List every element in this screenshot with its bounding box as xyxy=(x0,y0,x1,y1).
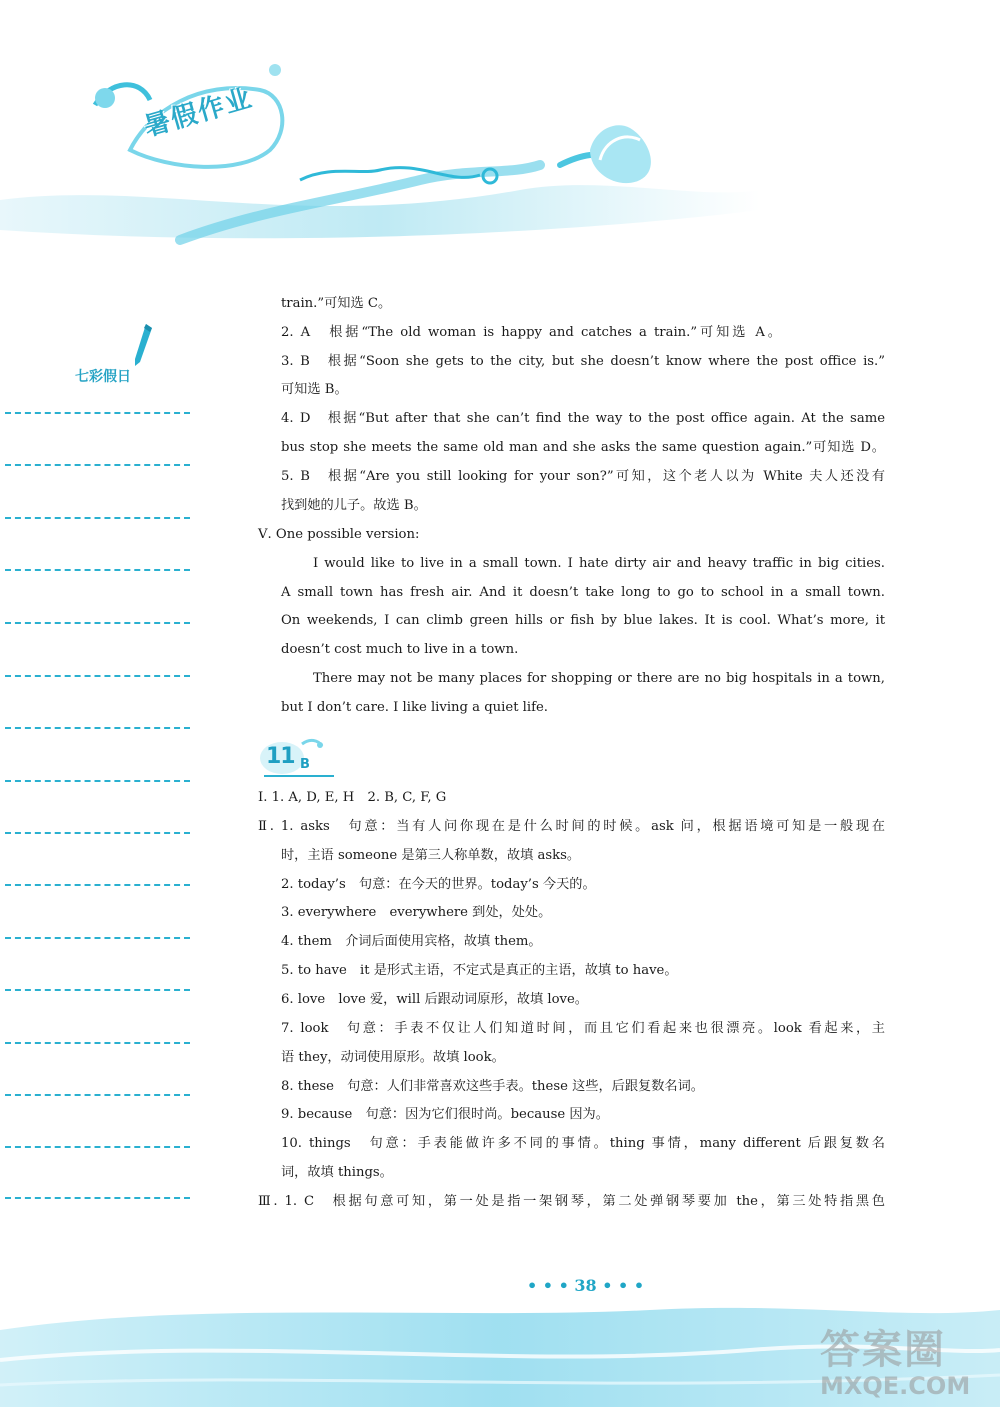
text-line: 3. B 根据“Soon she gets to the city, but she doesn’t know where the post office is.” xyxy=(281,354,885,369)
watermark-url: MXQE.COM xyxy=(820,1372,971,1400)
text-line: 2. A 根据“The old woman is happy and catches a train.”可知选 A。 xyxy=(281,325,781,340)
note-line xyxy=(5,989,190,991)
note-line xyxy=(5,569,190,571)
note-line xyxy=(5,832,190,834)
text-line: 9. because 句意：因为它们很时尚。because 因为。 xyxy=(281,1107,609,1122)
note-line xyxy=(5,1197,190,1199)
note-line xyxy=(5,1094,190,1096)
text-line: 6. love love 爱，will 后跟动词原形，故填 love。 xyxy=(281,992,588,1007)
text-line: 7. look 句意：手表不仅让人们知道时间，而且它们看起来也很漂亮。look 看起来，主 xyxy=(281,1021,885,1036)
text-line: A small town has fresh air. And it doesn’t take long to go to school in a small town. xyxy=(281,585,885,600)
watermark: 答案圈 xyxy=(820,1327,946,1373)
text-line: 8. these 句意：人们非常喜欢这些手表。these 这些，后跟复数名词。 xyxy=(281,1079,704,1094)
note-line xyxy=(5,464,190,466)
note-line xyxy=(5,937,190,939)
text-line: 5. B 根据“Are you still looking for your son?”可知，这个老人以为 White 夫人还没有 xyxy=(281,469,885,484)
text-line: 找到她的儿子。故选 B。 xyxy=(281,498,427,513)
text-line: 时，主语 someone 是第三人称单数，故填 asks。 xyxy=(281,848,581,863)
text-line: 语 they，动词使用原形。故填 look。 xyxy=(281,1050,505,1065)
text-line: Ⅲ. 1. C 根据句意可知，第一处是指一架钢琴，第二处弹钢琴要加 the，第三处特指黑色 xyxy=(258,1194,885,1209)
note-line xyxy=(5,412,190,414)
text-line: 4. them 介词后面使用宾格，故填 them。 xyxy=(281,934,542,949)
text-line: train.”可知选 C。 xyxy=(281,296,392,311)
section-heading: Ⅰ. 1. A, D, E, H 2. B, C, F, G xyxy=(258,790,447,805)
text-line: 5. to have it 是形式主语，不定式是真正的主语，故填 to have。 xyxy=(281,963,678,978)
text-line: 10. things 句意：手表能做许多不同的事情。thing 事情，many different 后跟复数名 xyxy=(281,1136,885,1151)
text-line: 3. everywhere everywhere 到处，处处。 xyxy=(281,905,552,920)
text-line: but I don’t care. I like living a quiet life. xyxy=(281,700,548,715)
page-number: • • • 38 • • • xyxy=(527,1276,645,1295)
note-line xyxy=(5,622,190,624)
text-line: There may not be many places for shopping or there are no big hospitals in a town, xyxy=(313,671,885,686)
note-line xyxy=(5,780,190,782)
text-line: 2. today’s 句意：在今天的世界。today’s 今天的。 xyxy=(281,877,596,892)
text-line: 可知选 B。 xyxy=(281,382,348,397)
sidebar-label: 七彩假日 xyxy=(75,369,131,385)
unit-letter: B xyxy=(300,757,310,772)
text-line: doesn’t cost much to live in a town. xyxy=(281,642,519,657)
pen-icon xyxy=(132,322,154,368)
text-line: 词，故填 things。 xyxy=(281,1165,393,1180)
note-line xyxy=(5,517,190,519)
header-title: 暑假作业 xyxy=(140,83,257,143)
note-line xyxy=(5,884,190,886)
note-line xyxy=(5,675,190,677)
text-line: On weekends, I can climb green hills or fish by blue lakes. It is cool. What’s more, it xyxy=(281,613,885,628)
section-heading: Ⅴ. One possible version: xyxy=(258,527,420,542)
text-line: 4. D 根据“But after that she can’t find the way to the post office again. At the same xyxy=(281,411,885,426)
note-line xyxy=(5,1042,190,1044)
note-line xyxy=(5,727,190,729)
text-line: I would like to live in a small town. I hate dirty air and heavy traffic in big cities. xyxy=(313,556,885,571)
text-line: bus stop she meets the same old man and she asks the same question again.”可知选 D。 xyxy=(281,440,885,455)
text-line: Ⅱ. 1. asks 句意：当有人问你现在是什么时间的时候。ask 问，根据语境可知是一般现在 xyxy=(258,819,885,834)
note-line xyxy=(5,1146,190,1148)
unit-number: 11 xyxy=(266,744,295,769)
